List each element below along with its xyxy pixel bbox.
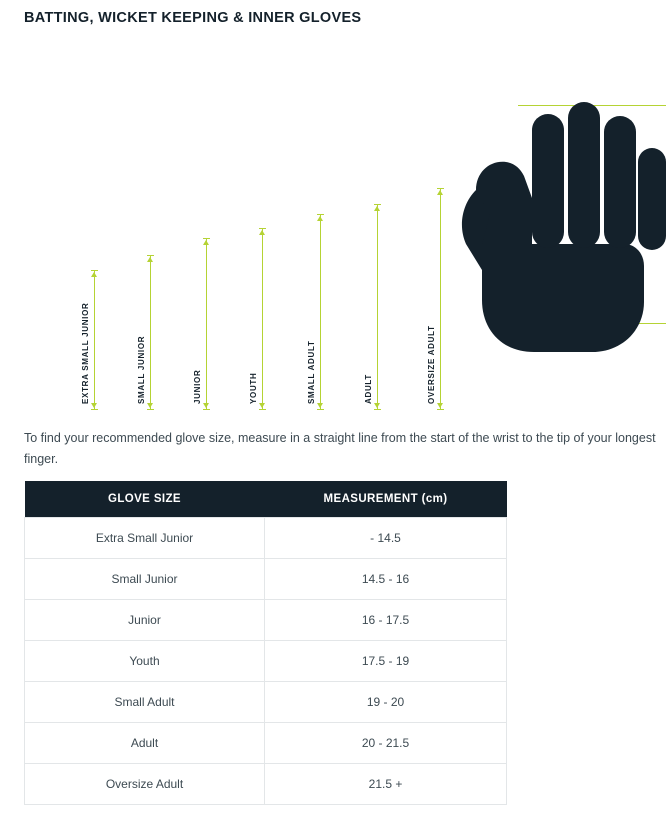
arrow-down-icon: [317, 403, 323, 408]
hand-silhouette: [436, 94, 666, 364]
cell-measurement: - 14.5: [265, 518, 507, 559]
column-header-measurement: MEASUREMENT (cm): [265, 481, 507, 518]
cell-measurement: 17.5 - 19: [265, 641, 507, 682]
table-row: [25, 723, 507, 764]
cell-measurement: 21.5 +: [265, 764, 507, 805]
measure-cap-bottom-icon: [203, 409, 210, 410]
measure-label: JUNIOR: [193, 369, 202, 404]
arrow-up-icon: [147, 257, 153, 262]
cell-glove-size: Junior: [25, 600, 265, 641]
table-row: [25, 682, 507, 723]
table-row: [25, 600, 507, 641]
measure-cap-bottom-icon: [91, 409, 98, 410]
cell-glove-size: Adult: [25, 723, 265, 764]
table-row: [25, 518, 507, 559]
measure-cap-top-icon: [91, 270, 98, 271]
measure-cap-bottom-icon: [317, 409, 324, 410]
cell-measurement: 16 - 17.5: [265, 600, 507, 641]
glove-size-table: [24, 481, 507, 805]
measure-cap-bottom-icon: [147, 409, 154, 410]
arrow-down-icon: [437, 403, 443, 408]
cell-glove-size: Extra Small Junior: [25, 518, 265, 559]
arrow-down-icon: [259, 403, 265, 408]
measure-label: ADULT: [364, 373, 373, 404]
arrow-up-icon: [259, 230, 265, 235]
measure-label: SMALL ADULT: [307, 340, 316, 404]
cell-glove-size: Youth: [25, 641, 265, 682]
measure-line: [377, 204, 378, 410]
measure-cap-top-icon: [374, 204, 381, 205]
measure-cap-bottom-icon: [437, 409, 444, 410]
measure-line: [206, 238, 207, 410]
measure-cap-top-icon: [147, 255, 154, 256]
table-header-row: [25, 481, 507, 518]
measure-cap-top-icon: [203, 238, 210, 239]
cell-measurement: 19 - 20: [265, 682, 507, 723]
cell-glove-size: Oversize Adult: [25, 764, 265, 805]
arrow-up-icon: [91, 272, 97, 277]
measure-cap-top-icon: [317, 214, 324, 215]
measure-cap-top-icon: [259, 228, 266, 229]
measure-cap-bottom-icon: [259, 409, 266, 410]
cell-measurement: 20 - 21.5: [265, 723, 507, 764]
column-header-glove-size: GLOVE SIZE: [25, 481, 265, 518]
arrow-down-icon: [374, 403, 380, 408]
measure-cap-bottom-icon: [374, 409, 381, 410]
table-row: [25, 641, 507, 682]
arrow-down-icon: [91, 403, 97, 408]
measure-line: [262, 228, 263, 410]
cell-glove-size: Small Junior: [25, 559, 265, 600]
measure-label: YOUTH: [249, 372, 258, 404]
arrow-down-icon: [147, 403, 153, 408]
arrow-up-icon: [374, 206, 380, 211]
arrow-down-icon: [203, 403, 209, 408]
measure-label: EXTRA SMALL JUNIOR: [81, 302, 90, 404]
arrow-up-icon: [317, 216, 323, 221]
measure-label: SMALL JUNIOR: [137, 335, 146, 404]
measure-line: [94, 270, 95, 410]
measure-label: OVERSIZE ADULT: [427, 325, 436, 404]
cell-glove-size: Small Adult: [25, 682, 265, 723]
measure-line: [320, 214, 321, 410]
measure-instruction: To find your recommended glove size, measure in a straight line from the start of the wrist to the tip of your longest finger.: [24, 431, 656, 466]
measure-line: [150, 255, 151, 410]
page-title: BATTING, WICKET KEEPING & INNER GLOVES: [24, 10, 362, 26]
table-row: [25, 764, 507, 805]
glove-size-diagram: [0, 60, 666, 410]
table-row: [25, 559, 507, 600]
cell-measurement: 14.5 - 16: [265, 559, 507, 600]
arrow-up-icon: [203, 240, 209, 245]
